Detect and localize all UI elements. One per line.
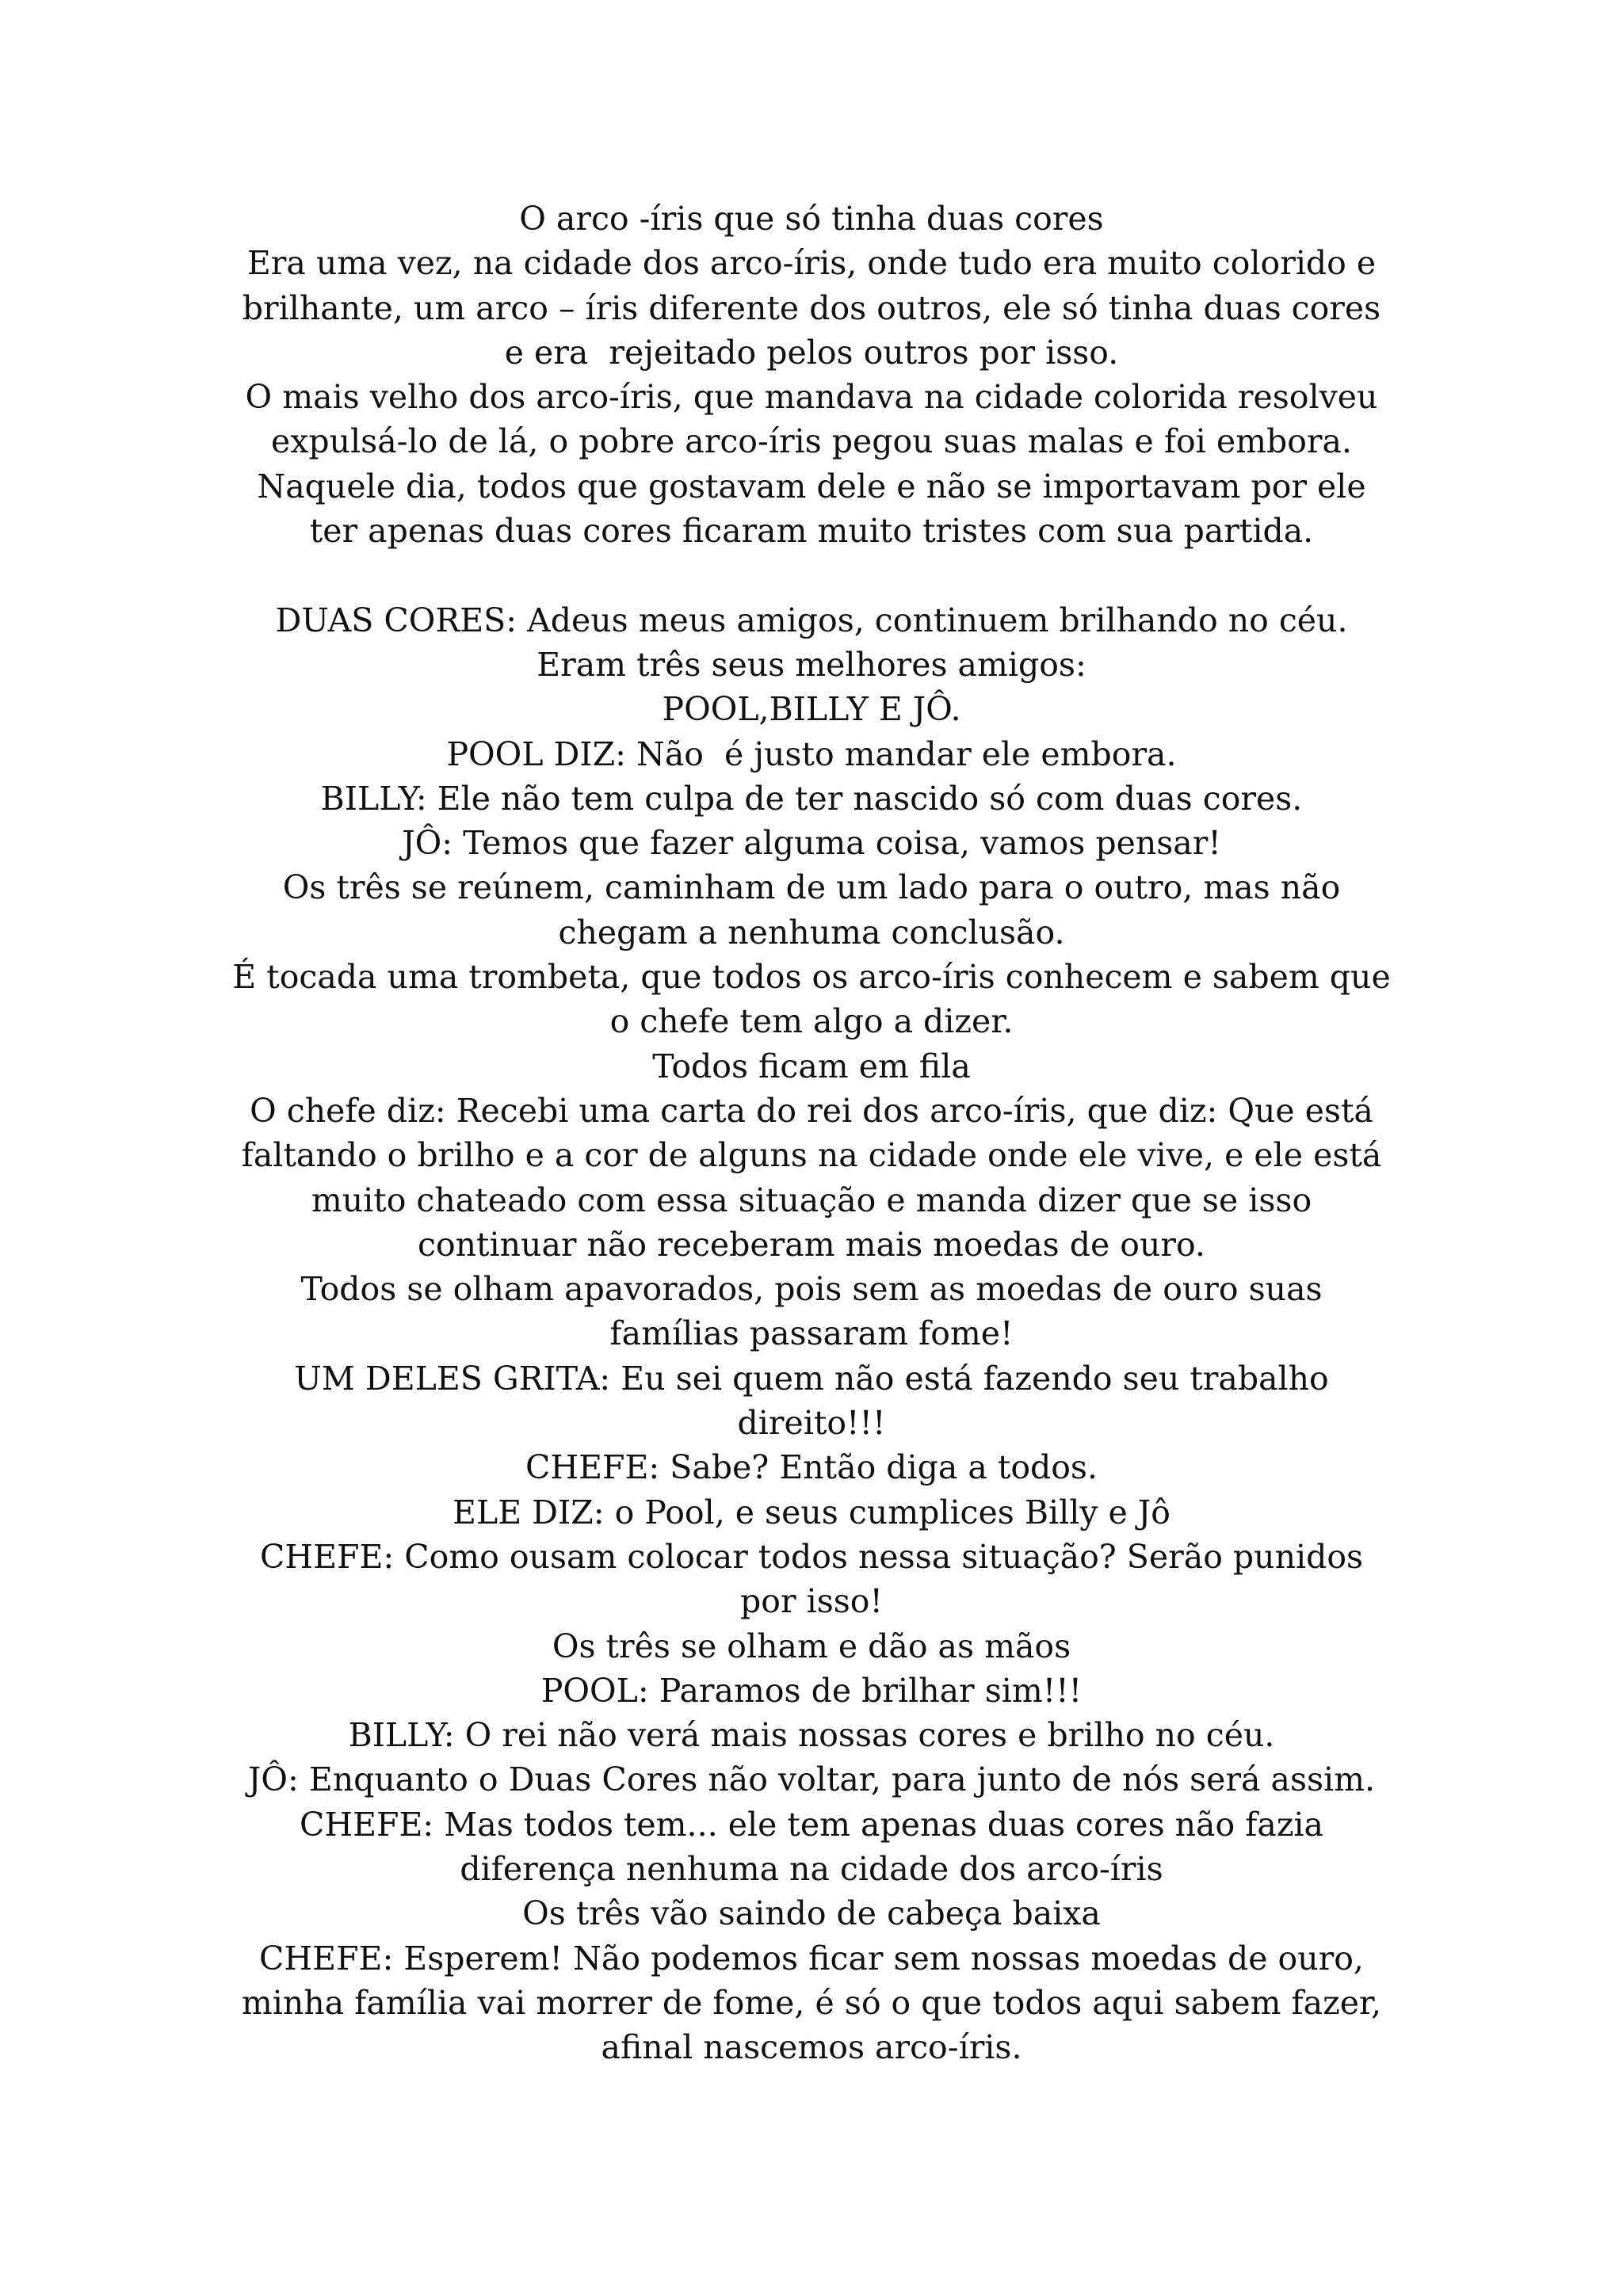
dialogue-line: É tocada uma trombeta, que todos os arco-íris conhecem e sabem que	[232, 958, 1391, 997]
text-line: expulsá-lo de lá, o pobre arco-íris pegou suas malas e foi embora.	[271, 422, 1352, 461]
dialogue-line: por isso!	[740, 1582, 883, 1621]
text-line: ter apenas duas cores ficaram muito tristes com sua partida.	[309, 512, 1314, 551]
dialogue-line: DUAS CORES: Adeus meus amigos, continuem brilhando no céu.	[275, 601, 1348, 639]
paragraph-gap	[0, 553, 1623, 597]
intro-paragraph-1	[0, 241, 1623, 375]
dialogue-line: JÔ: Temos que fazer alguma coisa, vamos pensar!	[402, 824, 1221, 863]
dialogue-line: BILLY: Ele não tem culpa de ter nascido só com duas cores.	[320, 779, 1303, 818]
dialogue-line: ELE DIZ: o Pool, e seus cumplices Billy e Jô	[453, 1493, 1170, 1531]
dialogue-line: POOL,BILLY E JÔ.	[662, 690, 961, 729]
dialogue-body	[0, 598, 1623, 2070]
dialogue-line: faltando o brilho e a cor de alguns na cidade onde ele vive, e ele está	[241, 1136, 1382, 1175]
dialogue-line: Todos ficam em fila	[652, 1047, 971, 1085]
dialogue-line: continuar não receberam mais moedas de ouro.	[418, 1225, 1205, 1264]
dialogue-line: o chefe tem algo a dizer.	[609, 1002, 1014, 1041]
text-line: e era rejeitado pelos outros por isso.	[504, 333, 1119, 372]
intro-paragraph-3	[0, 464, 1623, 554]
dialogue-line: direito!!!	[737, 1404, 886, 1443]
dialogue-line: POOL: Paramos de brilhar sim!!!	[540, 1671, 1083, 1710]
dialogue-line: CHEFE: Como ousam colocar todos nessa situação? Serão punidos	[259, 1537, 1364, 1576]
text-line: Era uma vez, na cidade dos arco-íris, onde tudo era muito colorido e	[246, 244, 1377, 283]
dialogue-line: minha família vai morrer de fome, é só o que todos aqui sabem fazer,	[241, 1983, 1382, 2022]
dialogue-line: POOL DIZ: Não é justo mandar ele embora.	[446, 734, 1177, 773]
document-title: O arco -íris que só tinha duas cores	[519, 200, 1104, 238]
dialogue-line: Eram três seus melhores amigos:	[537, 645, 1086, 684]
intro-paragraph-2	[0, 375, 1623, 464]
dialogue-line: afinal nascemos arco-íris.	[601, 2028, 1022, 2067]
dialogue-line: Todos se olham apavorados, pois sem as moedas de ouro suas	[300, 1270, 1323, 1309]
dialogue-line: CHEFE: Sabe? Então diga a todos.	[525, 1448, 1098, 1487]
text-line: Naquele dia, todos que gostavam dele e não se importavam por ele	[257, 467, 1366, 505]
dialogue-line: diferença nenhuma na cidade dos arco-íris	[460, 1849, 1163, 1888]
dialogue-line: BILLY: O rei não verá mais nossas cores e brilho no céu.	[348, 1716, 1275, 1755]
dialogue-line: famílias passaram fome!	[609, 1314, 1014, 1353]
dialogue-line: CHEFE: Mas todos tem... ele tem apenas duas cores não fazia	[300, 1805, 1323, 1844]
text-line: brilhante, um arco – íris diferente dos outros, ele só tinha duas cores	[242, 288, 1381, 327]
dialogue-line: Os três vão saindo de cabeça baixa	[522, 1894, 1101, 1933]
dialogue-line: Os três se reúnem, caminham de um lado para o outro, mas não	[282, 868, 1341, 907]
dialogue-line: CHEFE: Esperem! Não podemos ficar sem nossas moedas de ouro,	[259, 1939, 1364, 1978]
dialogue-line: O chefe diz: Recebi uma carta do rei dos arco-íris, que diz: Que está	[250, 1091, 1373, 1130]
document-page	[0, 196, 1623, 2069]
dialogue-line: JÔ: Enquanto o Duas Cores não voltar, para junto de nós será assim.	[247, 1760, 1376, 1799]
text-line: O mais velho dos arco-íris, que mandava na cidade colorida resolveu	[245, 378, 1378, 417]
dialogue-line: Os três se olham e dão as mãos	[552, 1627, 1071, 1665]
dialogue-line: muito chateado com essa situação e manda dizer que se isso	[311, 1180, 1312, 1219]
dialogue-line: UM DELES GRITA: Eu sei quem não está fazendo seu trabalho	[294, 1359, 1329, 1398]
dialogue-line: chegam a nenhuma conclusão.	[558, 913, 1065, 952]
